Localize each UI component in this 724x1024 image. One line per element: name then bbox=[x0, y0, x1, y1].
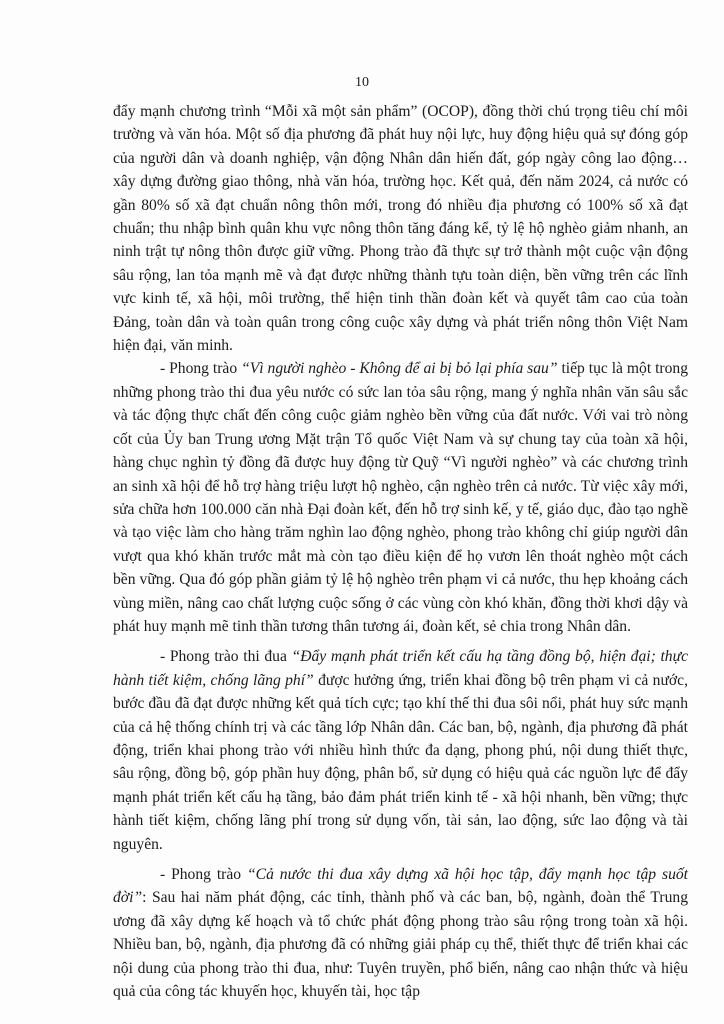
paragraph-text: tiếp tục là một trong những phong trào thi đua yêu nước có sức lan tỏa sâu rộng, mang ý nghĩa nhân văn sâu sắc và tác động thực chất đến công cuộc giảm nghèo bền vững của đất nước. Với vai trò nòng cốt của Ủy ban Trung ương Mặt trận Tổ quốc Việt Nam và sự chung tay của toàn xã hội, hàng chục nghìn tỷ đồng đã được huy động từ Quỹ “Vì người nghèo” và các chương trình an sinh xã hội để hỗ trợ hàng triệu lượt hộ nghèo, cận nghèo trên cả nước. Từ việc xây mới, sửa chữa hơn 100.000 căn nhà Đại đoàn kết, đến hỗ trợ sinh kế, y tế, giáo dục, đào tạo nghề và tạo việc làm cho hàng trăm nghìn lao động nghèo, phong trào không chỉ giúp người dân vượt qua khó khăn trước mắt mà còn tạo điều kiện để họ vươn lên thoát nghèo một cách bền vững. Qua đó góp phần giảm tỷ lệ hộ nghèo trên phạm vi cả nước, thu hẹp khoảng cách vùng miền, nâng cao chất lượng cuộc sống ở các vùng còn khó khăn, đồng thời khơi dậy và phát huy mạnh mẽ tinh thần tương thân tương ái, đoàn kết, sẻ chia trong Nhân dân. bbox=[113, 360, 688, 635]
paragraph-text: đẩy mạnh chương trình “Mỗi xã một sản phẩm” (OCOP), đồng thời chú trọng tiêu chí môi trường và văn hóa. Một số địa phương đã phát huy nội lực, huy động hiệu quả sự đóng góp của người dân và doanh nghiệp, vận động Nhân dân hiến đất, góp ngày công lao động… xây dựng đường giao thông, nhà văn hóa, trường học. Kết quả, đến năm 2024, cả nước có gần 80% số xã đạt chuẩn nông thôn mới, trong đó nhiều địa phương có 100% số xã đạt chuẩn; thu nhập bình quân khu vực nông thôn tăng đáng kể, tỷ lệ hộ nghèo giảm nhanh, an ninh trật tự nông thôn được giữ vững. Phong trào đã thực sự trở thành một cuộc vận động sâu rộng, lan tỏa mạnh mẽ và đạt được những thành tựu toàn diện, bền vững trên các lĩnh vực kinh tế, xã hội, môi trường, thể hiện tinh thần đoàn kết và quyết tâm cao của toàn Đảng, toàn dân và toàn quân trong công cuộc xây dựng và phát triển nông thôn Việt Nam hiện đại, văn minh. bbox=[113, 103, 688, 355]
paragraph-ocop-continuation bbox=[113, 100, 688, 357]
movement-title: “Cả nước thi đua xây dựng xã hội học tập, đẩy mạnh học tập suốt đời” bbox=[113, 866, 688, 907]
paragraph-learning-society-movement bbox=[113, 863, 688, 1003]
page-number: 10 bbox=[355, 75, 369, 90]
paragraph-lead: - Phong trào bbox=[160, 866, 247, 883]
paragraph-text: được hưởng ứng, triển khai đồng bộ trên phạm vi cả nước, bước đầu đã đạt được những kết quả tích cực; tạo khí thế thi đua sôi nổi, phát huy sức mạnh của cả hệ thống chính trị và các tầng lớp Nhân dân. Các ban, bộ, ngành, địa phương đã phát động, triển khai phong trào với nhiều hình thức đa dạng, phong phú, nội dung thiết thực, sâu rộng, đồng bộ, góp phần huy động, phân bổ, sử dụng có hiệu quả các nguồn lực để đẩy mạnh phát triển kết cấu hạ tầng, bảo đảm phát triển kinh tế - xã hội nhanh, bền vững; thực hành tiết kiệm, chống lãng phí trong sử dụng vốn, tài sản, lao động, sức lao động và tài nguyên. bbox=[113, 671, 689, 853]
paragraph-text: : Sau hai năm phát động, các tỉnh, thành phố và các ban, bộ, ngành, đoàn thể Trung ương đã xây dựng kế hoạch và tổ chức phát động phong trào sâu rộng trong toàn xã hội. Nhiều ban, bộ, ngành, địa phương đã có những giải pháp cụ thể, thiết thực để triển khai các nội dung của phong trào thi đua, như: Tuyên truyền, phổ biến, nâng cao nhận thức và hiệu quả của công tác khuyến học, khuyến tài, học tập bbox=[113, 889, 688, 1001]
movement-title: “Vì người nghèo - Không để ai bị bỏ lại phía sau” bbox=[241, 360, 558, 378]
paragraph-infrastructure-movement bbox=[113, 645, 688, 856]
paragraph-lead: - Phong trào bbox=[160, 360, 242, 378]
paragraph-poverty-movement bbox=[113, 357, 688, 638]
document-body bbox=[113, 100, 688, 1003]
paragraph-lead: - Phong trào thi đua bbox=[160, 648, 292, 666]
movement-title: “Đẩy mạnh phát triển kết cấu hạ tầng đồng bộ, hiện đại; thực hành tiết kiệm, chống lãng phí” bbox=[113, 648, 689, 689]
